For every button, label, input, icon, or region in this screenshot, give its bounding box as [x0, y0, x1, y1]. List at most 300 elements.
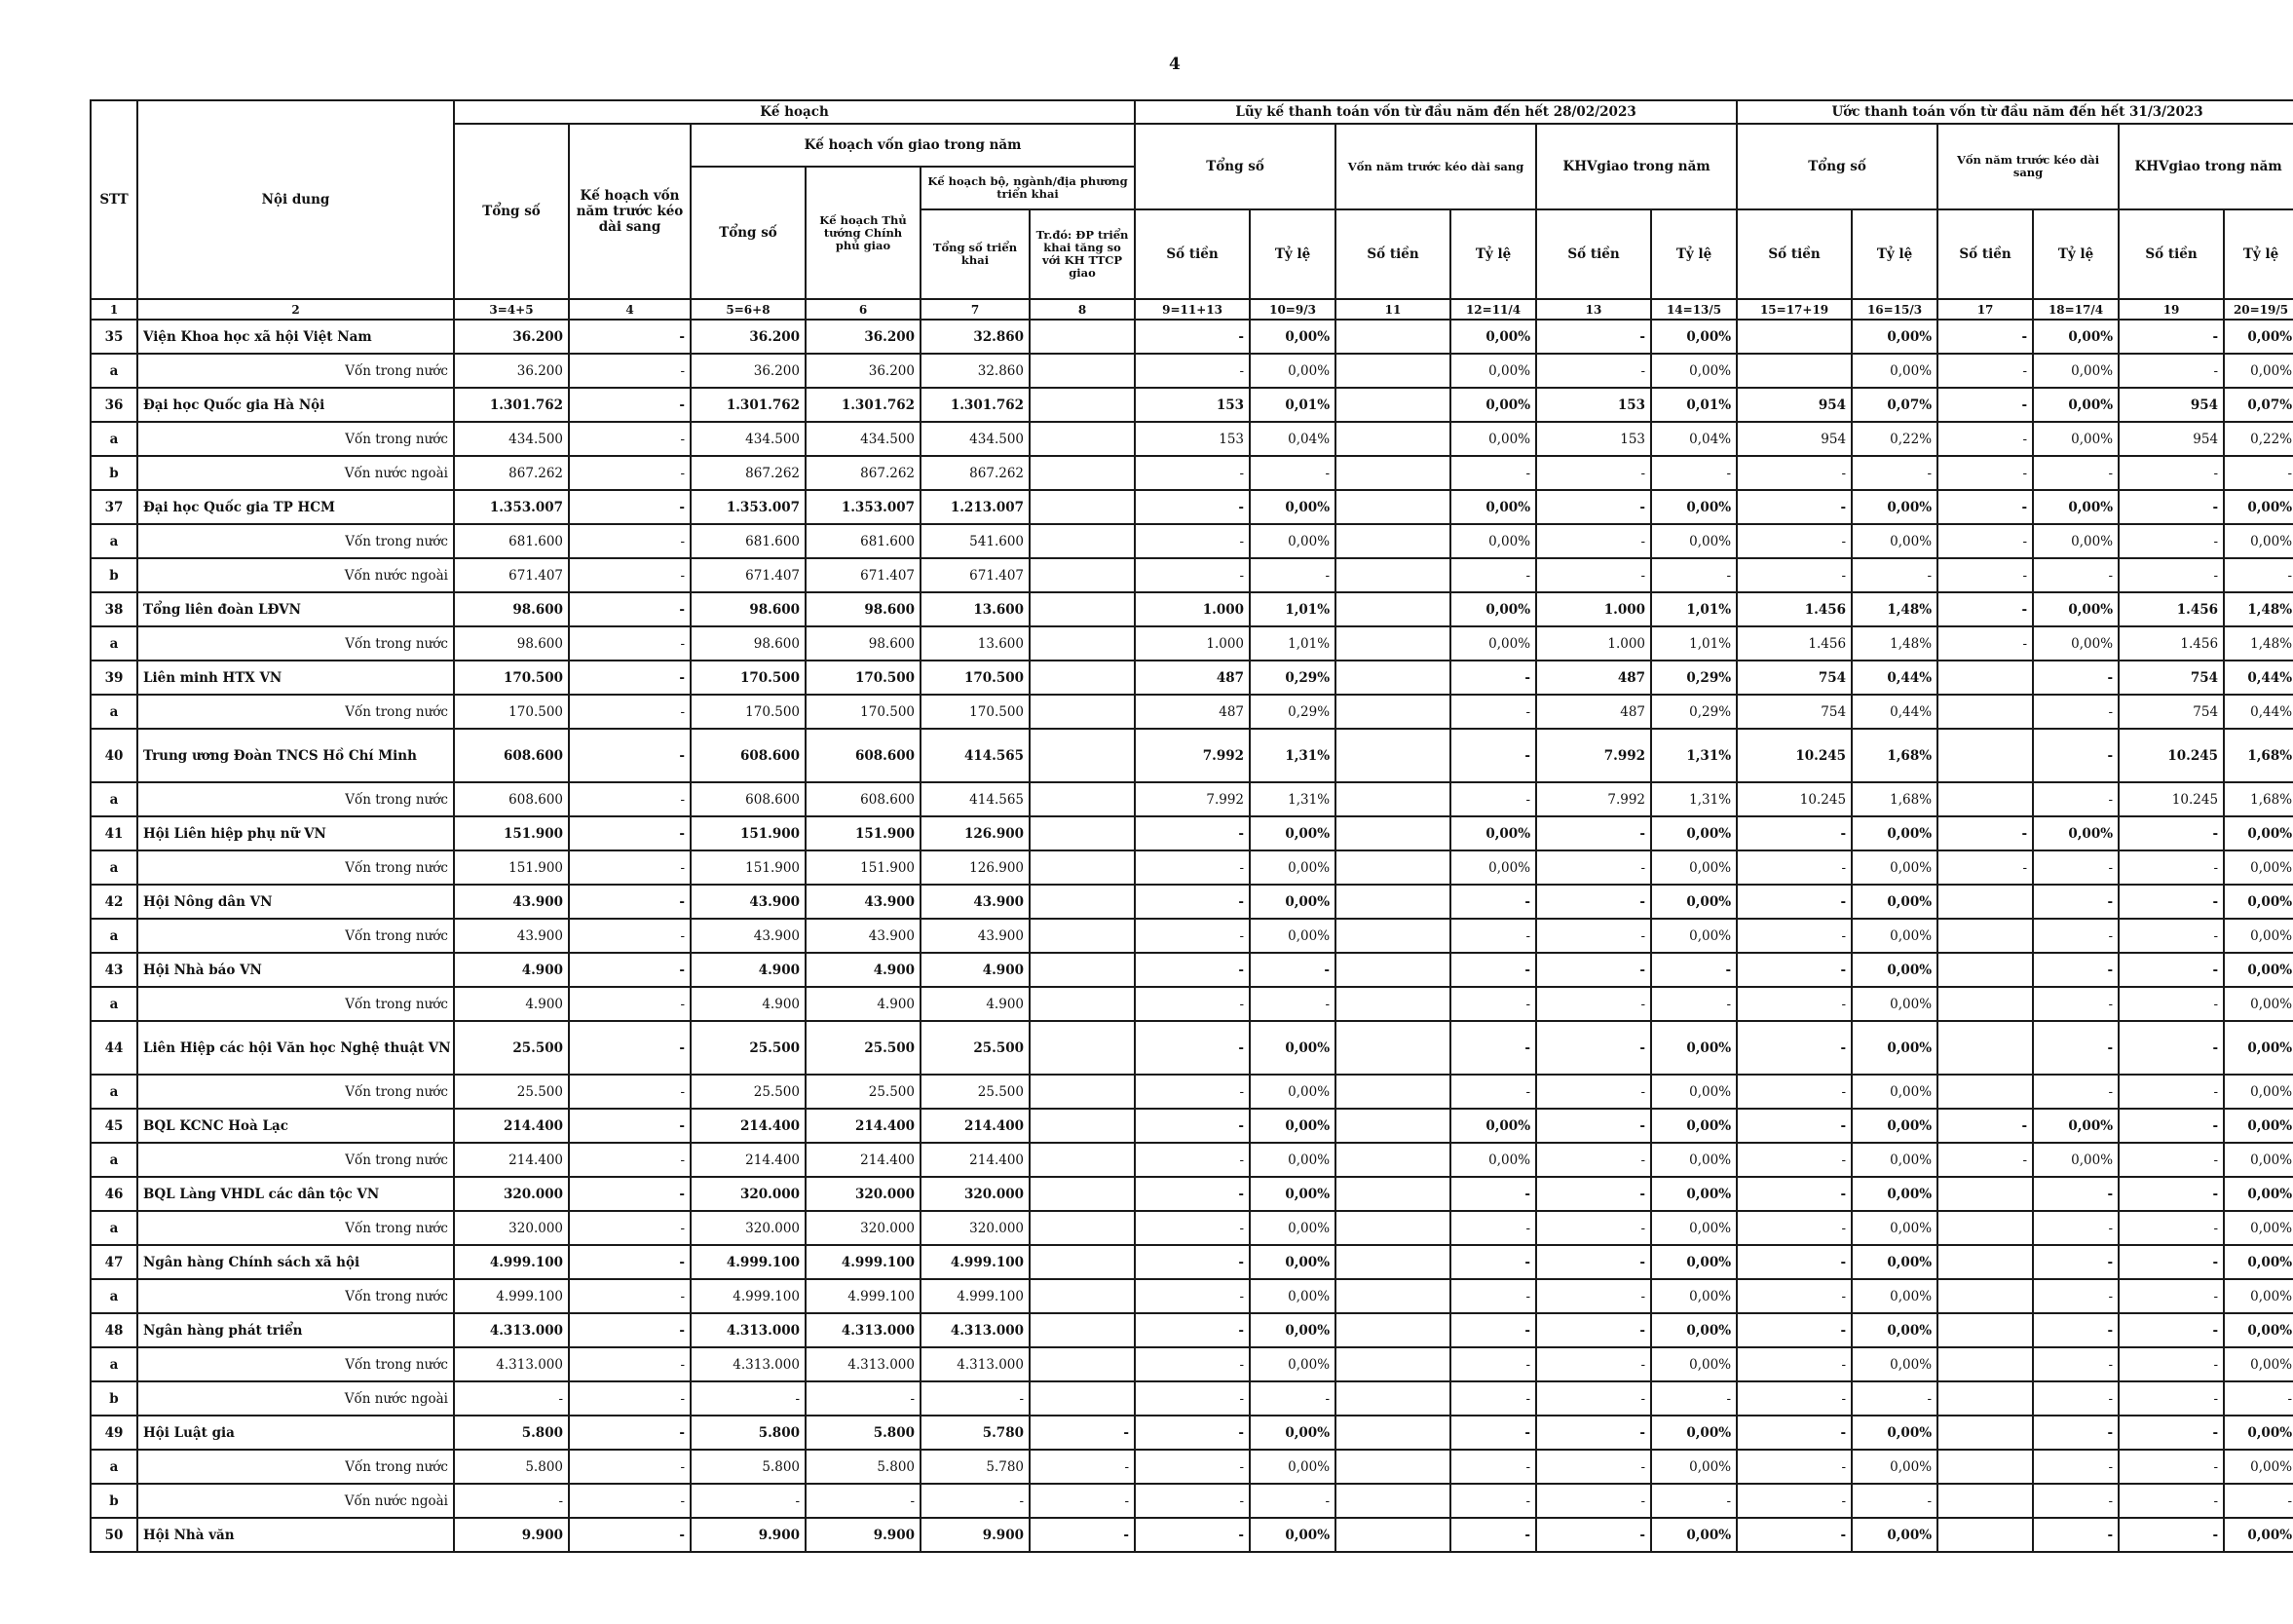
table-subrow: [91, 1450, 2293, 1484]
row-cell: [1335, 919, 1450, 953]
table-row: [91, 953, 2293, 987]
row-cell: -: [1536, 1279, 1651, 1313]
row-cell: [1030, 354, 1135, 388]
row-cell: 671.407: [454, 558, 569, 592]
row-cell: -: [1651, 1381, 1737, 1416]
row-cell: -: [1250, 1484, 1335, 1518]
row-cell: 320.000: [806, 1177, 921, 1211]
row-cell: 0,00%: [1450, 1109, 1536, 1143]
row-cell: -: [1450, 1313, 1536, 1347]
row-cell: 4.313.000: [921, 1313, 1030, 1347]
row-cell: -: [2119, 1177, 2224, 1211]
row-cell: [1335, 729, 1450, 782]
table-subrow: [91, 1075, 2293, 1109]
table-header: [91, 100, 2293, 320]
row-cell: 0,00%: [2224, 524, 2293, 558]
row-cell: -: [2033, 661, 2119, 695]
row-cell: 954: [2119, 422, 2224, 456]
row-cell: -: [1536, 1021, 1651, 1075]
row-stt: a: [91, 919, 137, 953]
row-cell: 0,00%: [2224, 1109, 2293, 1143]
row-cell: 25.500: [806, 1075, 921, 1109]
row-cell: 867.262: [454, 456, 569, 490]
row-cell: -: [2119, 1109, 2224, 1143]
row-cell: -: [1135, 850, 1250, 885]
row-cell: -: [1135, 1143, 1250, 1177]
row-cell: 151.900: [454, 816, 569, 850]
row-cell: 0,00%: [1651, 1021, 1737, 1075]
row-cell: -: [1737, 558, 1852, 592]
row-cell: 0,00%: [1250, 490, 1335, 524]
row-cell: -: [569, 1075, 691, 1109]
row-cell: [1937, 661, 2033, 695]
row-cell: 0,00%: [2224, 850, 2293, 885]
row-cell: 43.900: [454, 885, 569, 919]
row-cell: [1030, 422, 1135, 456]
row-cell: -: [2119, 1211, 2224, 1245]
row-cell: [1335, 1313, 1450, 1347]
row-cell: -: [1937, 422, 2033, 456]
row-cell: -: [1450, 885, 1536, 919]
row-cell: 4.313.000: [921, 1347, 1030, 1381]
row-cell: 671.407: [691, 558, 806, 592]
row-cell: 0,00%: [2224, 1450, 2293, 1484]
row-cell: 0,00%: [1250, 1021, 1335, 1075]
row-cell: 4.999.100: [806, 1245, 921, 1279]
header-ty-le: Tỷ lệ: [1250, 209, 1335, 299]
row-cell: 0,00%: [2033, 354, 2119, 388]
row-cell: -: [1536, 953, 1651, 987]
row-cell: [1335, 1484, 1450, 1518]
row-stt: a: [91, 1450, 137, 1484]
row-cell: 0,00%: [1250, 1245, 1335, 1279]
row-cell: -: [569, 490, 691, 524]
column-index: 9=11+13: [1135, 299, 1250, 320]
row-cell: 7.992: [1536, 729, 1651, 782]
row-cell: 0,00%: [1250, 1518, 1335, 1552]
row-cell: 0,00%: [1852, 919, 1937, 953]
row-cell: 9.900: [806, 1518, 921, 1552]
row-cell: 1,01%: [1651, 626, 1737, 661]
row-cell: 867.262: [921, 456, 1030, 490]
row-cell: 1,31%: [1250, 782, 1335, 816]
table-subrow: [91, 422, 2293, 456]
row-cell: 0,00%: [2033, 422, 2119, 456]
row-cell: 0,00%: [1651, 1177, 1737, 1211]
row-cell: 1,48%: [1852, 626, 1937, 661]
row-cell: -: [1135, 1279, 1250, 1313]
row-cell: -: [569, 661, 691, 695]
column-index: 11: [1335, 299, 1450, 320]
header-trong-do: Tr.đó: ĐP triển khai tăng so với KH TTCP giao: [1030, 209, 1135, 299]
row-cell: 754: [1737, 695, 1852, 729]
row-name: Ngân hàng Chính sách xã hội: [137, 1245, 454, 1279]
row-cell: 0,00%: [1852, 1279, 1937, 1313]
row-cell: -: [1651, 456, 1737, 490]
row-cell: 5.800: [806, 1416, 921, 1450]
row-cell: 0,00%: [1651, 320, 1737, 354]
row-cell: [1335, 524, 1450, 558]
row-cell: 214.400: [921, 1109, 1030, 1143]
row-cell: 0,00%: [1651, 1416, 1737, 1450]
table-subrow: [91, 1347, 2293, 1381]
row-cell: 4.313.000: [806, 1313, 921, 1347]
row-cell: -: [1135, 1450, 1250, 1484]
row-cell: 4.900: [454, 987, 569, 1021]
header-so-tien: Số tiền: [1737, 209, 1852, 299]
row-cell: 0,00%: [2224, 1313, 2293, 1347]
table-row: [91, 661, 2293, 695]
row-cell: 43.900: [691, 919, 806, 953]
table-row: [91, 816, 2293, 850]
column-index: 10=9/3: [1250, 299, 1335, 320]
row-cell: -: [1135, 953, 1250, 987]
row-cell: -: [691, 1381, 806, 1416]
page-number: 4: [1169, 55, 1181, 74]
row-cell: -: [1536, 1450, 1651, 1484]
budget-table: [90, 99, 2293, 1553]
column-index: 1: [91, 299, 137, 320]
row-cell: -: [1536, 490, 1651, 524]
row-stt: a: [91, 1279, 137, 1313]
row-cell: 0,00%: [2224, 1416, 2293, 1450]
row-cell: 10.245: [1737, 782, 1852, 816]
row-cell: 0,00%: [2224, 1211, 2293, 1245]
row-cell: 0,29%: [1651, 695, 1737, 729]
row-cell: 5.800: [454, 1416, 569, 1450]
row-cell: 1,01%: [1250, 592, 1335, 626]
row-cell: 170.500: [921, 695, 1030, 729]
row-cell: 487: [1135, 661, 1250, 695]
row-cell: 1,31%: [1651, 729, 1737, 782]
row-name: Đại học Quốc gia Hà Nội: [137, 388, 454, 422]
row-cell: 43.900: [921, 885, 1030, 919]
row-cell: -: [1536, 1313, 1651, 1347]
row-cell: 0,00%: [1651, 354, 1737, 388]
row-cell: 1,48%: [2224, 592, 2293, 626]
row-cell: 0,00%: [1450, 626, 1536, 661]
row-cell: 954: [1737, 388, 1852, 422]
row-cell: -: [569, 354, 691, 388]
row-cell: -: [1250, 456, 1335, 490]
row-cell: 25.500: [691, 1075, 806, 1109]
row-cell: 0,07%: [2224, 388, 2293, 422]
row-cell: 0,22%: [1852, 422, 1937, 456]
row-cell: 170.500: [921, 661, 1030, 695]
row-cell: [1937, 1177, 2033, 1211]
table-subrow: [91, 782, 2293, 816]
row-cell: -: [1536, 1518, 1651, 1552]
row-cell: -: [1536, 1484, 1651, 1518]
row-cell: 0,00%: [1852, 1021, 1937, 1075]
row-cell: 4.999.100: [806, 1279, 921, 1313]
row-cell: -: [1536, 456, 1651, 490]
row-cell: -: [1450, 1347, 1536, 1381]
row-cell: -: [2119, 1143, 2224, 1177]
row-cell: -: [1536, 1381, 1651, 1416]
row-cell: -: [569, 1484, 691, 1518]
row-cell: -: [1937, 456, 2033, 490]
table-subrow: [91, 1211, 2293, 1245]
row-cell: -: [569, 558, 691, 592]
header-stt: STT: [91, 100, 137, 299]
header-kh-von-giao: Kế hoạch vốn giao trong năm: [691, 124, 1135, 167]
row-name: Hội Nông dân VN: [137, 885, 454, 919]
column-index: 8: [1030, 299, 1135, 320]
row-cell: [1030, 592, 1135, 626]
row-cell: -: [569, 1211, 691, 1245]
row-cell: 153: [1536, 388, 1651, 422]
row-cell: 0,00%: [1651, 1279, 1737, 1313]
row-cell: -: [2119, 490, 2224, 524]
row-cell: -: [2119, 456, 2224, 490]
row-cell: -: [2033, 1381, 2119, 1416]
row-cell: 0,00%: [1852, 1347, 1937, 1381]
row-stt: 50: [91, 1518, 137, 1552]
row-name: BQL Làng VHDL các dân tộc VN: [137, 1177, 454, 1211]
row-cell: -: [1450, 987, 1536, 1021]
row-cell: 25.500: [454, 1075, 569, 1109]
table-row: [91, 1021, 2293, 1075]
header-noi-dung: Nội dung: [137, 100, 454, 299]
row-cell: -: [569, 320, 691, 354]
row-cell: 0,00%: [1250, 816, 1335, 850]
row-stt: a: [91, 524, 137, 558]
row-cell: [1335, 782, 1450, 816]
header-ty-le: Tỷ lệ: [2033, 209, 2119, 299]
row-cell: 4.313.000: [691, 1347, 806, 1381]
header-so-tien: Số tiền: [2119, 209, 2224, 299]
row-cell: 434.500: [921, 422, 1030, 456]
row-cell: -: [2033, 729, 2119, 782]
header-lk-tong-so: Tổng số: [1135, 124, 1335, 209]
row-cell: 0,00%: [1651, 1347, 1737, 1381]
row-cell: -: [569, 987, 691, 1021]
row-cell: -: [1937, 558, 2033, 592]
row-cell: -: [1135, 524, 1250, 558]
row-cell: 0,00%: [1450, 816, 1536, 850]
row-cell: 320.000: [921, 1211, 1030, 1245]
row-name: Trung ương Đoàn TNCS Hồ Chí Minh: [137, 729, 454, 782]
row-cell: 0,00%: [2033, 388, 2119, 422]
row-cell: 0,00%: [1250, 1450, 1335, 1484]
row-cell: [1030, 1347, 1135, 1381]
row-cell: -: [2033, 1416, 2119, 1450]
row-cell: -: [2119, 885, 2224, 919]
row-stt: a: [91, 354, 137, 388]
row-name: Vốn trong nước: [137, 1143, 454, 1177]
table-row: [91, 388, 2293, 422]
row-cell: -: [2119, 1245, 2224, 1279]
row-cell: 1.301.762: [806, 388, 921, 422]
row-cell: 126.900: [921, 850, 1030, 885]
row-cell: 0,00%: [1651, 850, 1737, 885]
row-cell: 43.900: [454, 919, 569, 953]
row-cell: [1937, 1450, 2033, 1484]
row-cell: [1335, 1211, 1450, 1245]
row-cell: 0,29%: [1651, 661, 1737, 695]
row-cell: 1,48%: [2224, 626, 2293, 661]
row-cell: 867.262: [691, 456, 806, 490]
row-cell: -: [569, 695, 691, 729]
row-cell: 1.000: [1135, 626, 1250, 661]
row-cell: 9.900: [921, 1518, 1030, 1552]
header-ty-le: Tỷ lệ: [1852, 209, 1937, 299]
row-cell: -: [2033, 1075, 2119, 1109]
row-cell: 98.600: [806, 626, 921, 661]
row-cell: 0,00%: [1852, 1416, 1937, 1450]
row-cell: 151.900: [454, 850, 569, 885]
row-cell: 4.999.100: [454, 1279, 569, 1313]
row-cell: -: [1536, 1075, 1651, 1109]
row-cell: [1937, 953, 2033, 987]
row-cell: 32.860: [921, 320, 1030, 354]
header-u-tong-so: Tổng số: [1737, 124, 1937, 209]
row-name: Đại học Quốc gia TP HCM: [137, 490, 454, 524]
row-cell: 4.999.100: [921, 1245, 1030, 1279]
row-cell: -: [2033, 987, 2119, 1021]
row-cell: 0,00%: [1250, 1313, 1335, 1347]
header-luy-ke: Lũy kế thanh toán vốn từ đầu năm đến hết 28/02/2023: [1135, 100, 1737, 124]
row-cell: [1335, 456, 1450, 490]
row-cell: -: [1450, 1021, 1536, 1075]
row-cell: [1335, 626, 1450, 661]
row-cell: -: [1651, 987, 1737, 1021]
row-stt: b: [91, 456, 137, 490]
row-cell: 608.600: [691, 729, 806, 782]
row-name: Vốn trong nước: [137, 1211, 454, 1245]
row-cell: [1335, 1177, 1450, 1211]
row-cell: 170.500: [806, 661, 921, 695]
row-name: Tổng liên đoàn LĐVN: [137, 592, 454, 626]
row-name: Vốn trong nước: [137, 1450, 454, 1484]
row-cell: 0,00%: [1852, 354, 1937, 388]
row-cell: [1335, 320, 1450, 354]
row-cell: -: [2119, 524, 2224, 558]
header-so-tien: Số tiền: [1135, 209, 1250, 299]
column-index: 5=6+8: [691, 299, 806, 320]
row-cell: 0,00%: [2033, 626, 2119, 661]
row-cell: [1030, 1075, 1135, 1109]
row-cell: [1335, 1518, 1450, 1552]
row-cell: -: [1135, 1313, 1250, 1347]
row-cell: 214.400: [454, 1109, 569, 1143]
table-row: [91, 1313, 2293, 1347]
row-cell: -: [1450, 729, 1536, 782]
column-index: 2: [137, 299, 454, 320]
row-cell: [1335, 1075, 1450, 1109]
table-body: [91, 320, 2293, 1552]
row-cell: [1335, 953, 1450, 987]
row-cell: -: [2119, 1381, 2224, 1416]
row-cell: 1,48%: [1852, 592, 1937, 626]
row-cell: -: [2119, 1075, 2224, 1109]
row-cell: -: [1937, 1143, 2033, 1177]
row-cell: 487: [1135, 695, 1250, 729]
header-ke-hoach: Kế hoạch: [454, 100, 1135, 124]
row-cell: 1,01%: [1651, 592, 1737, 626]
row-cell: -: [2119, 558, 2224, 592]
row-cell: 671.407: [921, 558, 1030, 592]
row-cell: -: [1737, 987, 1852, 1021]
row-cell: 9.900: [691, 1518, 806, 1552]
row-cell: -: [1030, 1518, 1135, 1552]
row-cell: [1335, 354, 1450, 388]
row-cell: [1937, 1075, 2033, 1109]
row-cell: 170.500: [454, 661, 569, 695]
row-cell: [1335, 558, 1450, 592]
row-cell: 0,00%: [1852, 987, 1937, 1021]
row-cell: -: [1737, 816, 1852, 850]
table-subrow: [91, 919, 2293, 953]
table-row: [91, 1416, 2293, 1450]
row-cell: -: [1737, 524, 1852, 558]
table-subrow: [91, 456, 2293, 490]
row-cell: [1937, 1484, 2033, 1518]
row-cell: 434.500: [454, 422, 569, 456]
row-cell: 153: [1536, 422, 1651, 456]
row-cell: [1937, 1245, 2033, 1279]
table-row: [91, 729, 2293, 782]
row-cell: -: [1450, 1075, 1536, 1109]
row-cell: -: [569, 953, 691, 987]
row-cell: 25.500: [921, 1075, 1030, 1109]
row-stt: 45: [91, 1109, 137, 1143]
row-cell: -: [691, 1484, 806, 1518]
row-stt: 39: [91, 661, 137, 695]
row-cell: 0,00%: [1250, 1177, 1335, 1211]
row-cell: 0,29%: [1250, 695, 1335, 729]
row-name: Vốn trong nước: [137, 626, 454, 661]
row-cell: [1030, 816, 1135, 850]
row-cell: 434.500: [691, 422, 806, 456]
row-cell: -: [806, 1381, 921, 1416]
row-cell: -: [569, 456, 691, 490]
row-cell: -: [1737, 885, 1852, 919]
row-cell: -: [1135, 320, 1250, 354]
row-cell: -: [1135, 558, 1250, 592]
row-cell: 0,01%: [1651, 388, 1737, 422]
row-cell: -: [1937, 1109, 2033, 1143]
row-cell: 0,44%: [1852, 695, 1937, 729]
row-cell: 1,68%: [1852, 729, 1937, 782]
row-cell: [1030, 885, 1135, 919]
row-cell: 0,04%: [1651, 422, 1737, 456]
row-name: Hội Nhà báo VN: [137, 953, 454, 987]
row-name: Vốn trong nước: [137, 695, 454, 729]
column-index-row: [91, 299, 2293, 320]
row-cell: -: [569, 1177, 691, 1211]
row-cell: 487: [1536, 661, 1651, 695]
row-cell: 754: [2119, 695, 2224, 729]
row-cell: 0,22%: [2224, 422, 2293, 456]
row-cell: 0,00%: [2224, 885, 2293, 919]
row-cell: [1937, 987, 2033, 1021]
row-cell: 434.500: [806, 422, 921, 456]
row-cell: -: [2119, 1416, 2224, 1450]
row-stt: 47: [91, 1245, 137, 1279]
table-subrow: [91, 987, 2293, 1021]
row-cell: [1937, 1279, 2033, 1313]
row-cell: 0,00%: [1450, 490, 1536, 524]
row-cell: 4.313.000: [691, 1313, 806, 1347]
row-cell: 25.500: [691, 1021, 806, 1075]
row-cell: -: [1135, 1381, 1250, 1416]
row-cell: 4.900: [806, 953, 921, 987]
row-cell: -: [569, 388, 691, 422]
row-cell: -: [569, 1109, 691, 1143]
row-cell: -: [1852, 1381, 1937, 1416]
